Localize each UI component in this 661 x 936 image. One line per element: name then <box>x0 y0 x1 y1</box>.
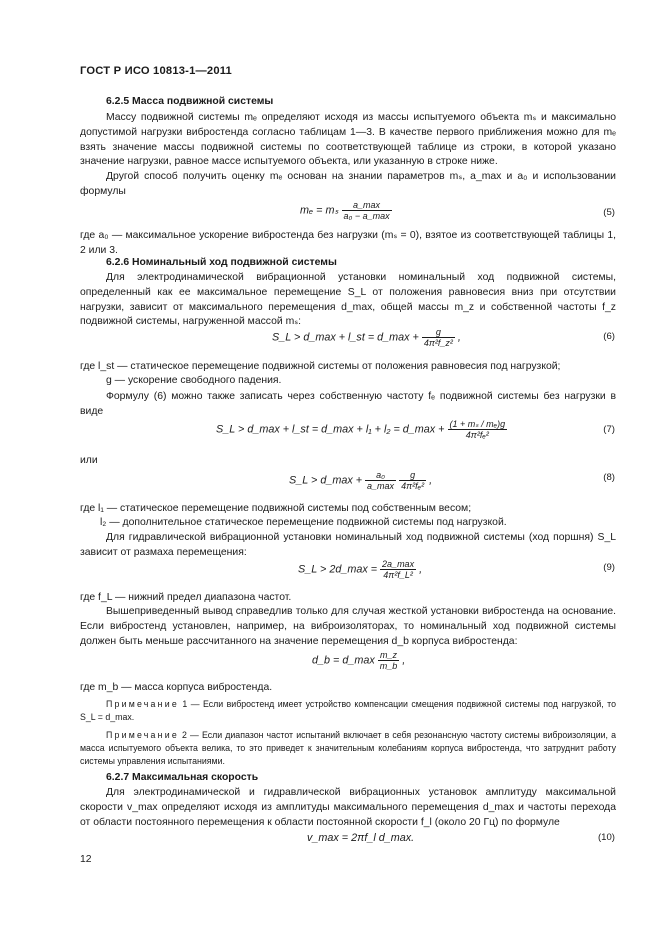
where-9: где f_L — нижний предел диапазона частот. <box>80 592 292 603</box>
equation-number-6: (6) <box>603 331 615 342</box>
eq8-tail: , <box>429 474 433 487</box>
eq6-numerator: g <box>422 327 455 338</box>
where-8a: где l₁ — статическое перемещение подвижной системы под собственным весом; <box>80 503 472 514</box>
eq6-denominator: 4π²f_z² <box>423 338 453 348</box>
note-2-label: Примечание <box>106 730 179 740</box>
note-1-label: Примечание <box>106 699 179 709</box>
eq8-fraction-2 <box>399 470 426 491</box>
note-1-text: 1 — Если вибростенд имеет устройство компенсации смещения подвижной системы под нагрузкой, то S_L = d_max. <box>80 699 616 722</box>
where-db: где m_b — масса корпуса вибростенда. <box>80 682 273 693</box>
eq9-numerator: 2a_max <box>382 559 415 569</box>
equation-8 <box>289 470 432 491</box>
eq8-numerator-1: a₀ <box>365 470 396 481</box>
paragraph-eq6-alt: Формулу (6) можно также записать через собственную частоту fₑ подвижной системы без нагрузки в виде <box>80 391 616 417</box>
equation-6 <box>272 327 461 348</box>
eq7-denominator: 4π²fₑ² <box>465 430 489 440</box>
paragraph-isolation: Вышеприведенный вывод справедлив только для случая жесткой установки вибростенда на основание. Если вибростенд установлен, например, на виброизоляторах, то номинальный ход подвижной системы должен быть меньше рассчитанного на значение перемещения d_b корпуса вибростенда: <box>80 606 616 647</box>
where-6a: где l_st — статическое перемещение подвижной системы от положения равновесия под нагрузкой; <box>80 361 561 372</box>
eq7-numerator: (1 + mₛ / mₑ)g <box>449 419 506 429</box>
eq5-numerator: a_max <box>342 200 392 211</box>
equation-number-7: (7) <box>603 424 615 435</box>
eq9-fraction <box>380 559 416 580</box>
eqdb-numerator: m_z <box>378 650 400 661</box>
paragraph-max-velocity: Для электродинамической и гидравлической вибрационных установок амплитуду максимальной скорости v_max определяют исходя из амплитуды максимального перемещения d_max и частоты перехода от области постоянного перемещения к области постоянной скорости f_l (около 20 Гц) по формуле <box>80 787 616 828</box>
equation-number-5: (5) <box>603 207 615 218</box>
equation-number-9: (9) <box>603 562 615 573</box>
where-5: где a₀ — максимальное ускорение вибростенда без нагрузки (mₛ = 0), взятое из соответствующей таблицы 1, 2 или 3. <box>80 230 616 256</box>
equation-9 <box>298 559 422 580</box>
page-number: 12 <box>80 854 92 865</box>
note-2 <box>80 729 616 768</box>
where-6b: g — ускорение свободного падения. <box>106 375 282 386</box>
section-heading-6-2-6: 6.2.6 Номинальный ход подвижной системы <box>106 257 337 268</box>
equation-5 <box>300 200 392 221</box>
equation-db <box>312 650 405 671</box>
equation-10: v_max = 2πf_l d_max. <box>307 832 415 844</box>
equation-number-10: (10) <box>597 832 615 843</box>
eq6-tail: , <box>457 331 461 344</box>
eqdb-tail: , <box>402 654 406 667</box>
equation-number-8: (8) <box>603 472 615 483</box>
section-heading-6-2-5: 6.2.5 Масса подвижной системы <box>106 96 274 107</box>
eq8-lhs: S_L > d_max + <box>289 474 363 487</box>
note-1 <box>80 698 616 724</box>
note-2-text: 2 — Если диапазон частот испытаний включает в себя резонансную частоту системы виброизоляции, а масса испытуемого объекта велика, то это приведет к значительным колебаниям корпуса вибростенда, что затруднит работу системы управления испытаниями. <box>80 730 616 766</box>
eq9-lhs: S_L > 2d_max = <box>298 563 378 576</box>
eq5-lhs: mₑ = mₛ <box>300 204 339 217</box>
eq5-fraction <box>342 200 392 221</box>
eq8-fraction-1 <box>365 470 396 491</box>
eq8-numerator-2: g <box>399 470 426 481</box>
equation-7 <box>216 419 507 440</box>
eq7-lhs: S_L > d_max + l_st = d_max + l₁ + l₂ = d_max + <box>216 423 445 436</box>
paragraph-hydraulic: Для гидравлической вибрационной установки номинальный ход подвижной системы (ход поршня) S_L зависит от размаха перемещения: <box>80 532 616 558</box>
eqdb-lhs: d_b = d_max <box>312 654 375 667</box>
eq6-fraction <box>422 327 455 348</box>
paragraph-mass-intro: Массу подвижной системы mₑ определяют исходя из массы испытуемого объекта mₛ и максимально допустимой нагрузки вибростенда согласно таблицам 1—3. В качестве первого приближения можно для mₑ взять значение массы подвижной системы по соответствующей таблице из строки, в которой указано значение нагрузки, равное массе испытуемого объекта, или указанную в строке ниже. <box>80 112 616 168</box>
eq7-fraction <box>448 419 508 440</box>
document-header: ГОСТ Р ИСО 10813-1—2011 <box>80 65 232 77</box>
eq9-tail: , <box>419 563 423 576</box>
eq8-denominator-1: a_max <box>367 481 395 491</box>
paragraph-mass-alt: Другой способ получить оценку mₑ основан на знании параметров mₛ, a_max и a₀ и использовании формулы <box>80 171 616 197</box>
eq5-denominator: a₀ − a_max <box>343 211 390 221</box>
paragraph-stroke-intro: Для электродинамической вибрационной установки номинальный ход подвижной системы, определенный как ее максимальное перемещение S_L от положения равновесия вниз при отсутствии нагрузки, зависит от максимального перемещения d_max, общей массы m_z и собственной частоты f_z подвижной системы, нагруженной массой mₛ: <box>80 272 616 328</box>
eqdb-denominator: m_b <box>379 661 398 671</box>
section-heading-6-2-7: 6.2.7 Максимальная скорость <box>106 772 259 783</box>
or-label: или <box>80 455 98 466</box>
eq9-denominator: 4π²f_L² <box>383 570 413 580</box>
eq8-denominator-2: 4π²fₑ² <box>401 481 425 491</box>
where-8b: l₂ — дополнительное статическое перемещение подвижной системы под нагрузкой. <box>100 517 507 528</box>
eqdb-fraction <box>378 650 400 671</box>
eq6-lhs: S_L > d_max + l_st = d_max + <box>272 331 419 344</box>
